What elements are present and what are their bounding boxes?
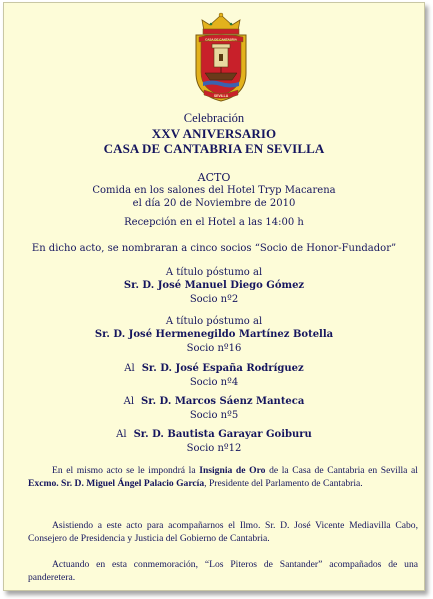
honoree-3-line <box>4 363 424 374</box>
honoree-4-name: Sr. D. Marcos Sáenz Manteca <box>141 396 305 407</box>
honoree-4-line <box>4 396 424 407</box>
honoree-2-prefix: A título póstumo al <box>165 316 263 327</box>
honoree-2-name: Sr. D. José Hermenegildo Martínez Botella <box>94 329 334 340</box>
honoree-5-member: Socio nº12 <box>186 443 242 454</box>
event-venue: Comida en los salones del Hotel Tryp Macarena <box>92 185 336 196</box>
honoree-4-member: Socio nº5 <box>189 410 239 421</box>
attendance-paragraph <box>28 520 418 545</box>
crest-ribbon-top: CASA DE CANTABRIA <box>205 37 237 42</box>
music-paragraph <box>28 559 418 584</box>
attendance-text: Asistiendo a este acto para acompañarnos el Ilmo. Sr. D. José Vicente Mediavilla Cabo, Consejero de Presidencia y Justicia del Gobierno de Cantabria. <box>28 520 418 544</box>
honoree-1-prefix: A título póstumo al <box>165 267 263 278</box>
coat-of-arms-icon <box>190 11 252 107</box>
honoree-3-member: Socio nº4 <box>189 377 239 388</box>
title-line-2: CASA DE CANTABRIA EN SEVILLA <box>103 141 325 156</box>
event-heading: ACTO <box>197 171 231 184</box>
honoree-5-name: Sr. D. Bautista Garayar Goiburu <box>133 429 312 440</box>
honoree-5-prefix: Al <box>116 429 127 440</box>
honoree-5-line <box>4 429 424 440</box>
event-reception: Recepción en el Hotel a las 14:00 h <box>124 217 304 228</box>
music-text: Actuando en esta conmemoración, “Los Piteros de Santander” acompañados de una panderetera. <box>28 559 418 583</box>
honoree-1-name: Sr. D. José Manuel Diego Gómez <box>123 280 305 291</box>
announcement: En dicho acto, se nombraran a cinco socios “Socio de Honor-Fundador” <box>31 243 397 254</box>
honoree-3-prefix: Al <box>124 363 135 374</box>
insignia-text-1: En el mismo acto se le impondrá la <box>52 465 200 476</box>
honoree-2-member: Socio nº16 <box>186 343 242 354</box>
insignia-recipient: Excmo. Sr. D. Miguel Ángel Palacio García <box>28 477 205 489</box>
invitation-card <box>3 2 425 591</box>
honoree-1-member: Socio nº2 <box>189 294 239 305</box>
insignia-paragraph <box>28 465 418 490</box>
insignia-award: Insignia de Oro <box>199 465 266 476</box>
title-line-1: XXV ANIVERSARIO <box>151 126 277 141</box>
event-date: el día 20 de Noviembre de 2010 <box>132 198 296 209</box>
crest-ribbon-bottom: SEVILLA <box>213 94 229 99</box>
insignia-text-3: , Presidente del Parlamento de Cantabria. <box>204 477 363 489</box>
insignia-text-2: de la Casa de Cantabria en Sevilla al <box>265 465 418 476</box>
honoree-3-name: Sr. D. José España Rodríguez <box>141 363 304 374</box>
honoree-4-prefix: Al <box>123 396 135 407</box>
pre-title: Celebración <box>183 111 245 125</box>
